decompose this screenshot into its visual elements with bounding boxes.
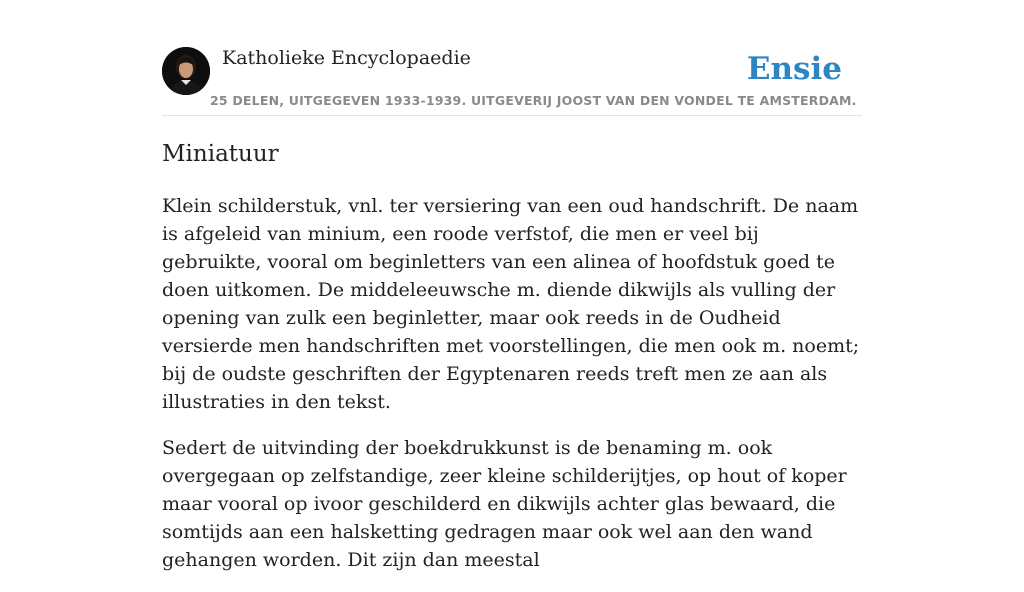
avatar[interactable] [162, 47, 210, 95]
publication-subtitle: 25 DELEN, UITGEGEVEN 1933-1939. UITGEVERIJ JOOST VAN DEN VONDEL TE AMSTERDAM. [210, 93, 857, 108]
entry-content [162, 138, 862, 592]
publication-title[interactable]: Katholieke Encyclopaedie [222, 47, 471, 69]
entry-title: Miniatuur [162, 141, 279, 167]
header-divider [162, 115, 862, 116]
brand-logo[interactable]: Ensie [746, 51, 842, 87]
publication-header [162, 44, 862, 116]
portrait-icon [162, 47, 210, 95]
entry-paragraph: Klein schilderstuk, vnl. ter versiering van een oud handschrift. De naam is afgeleid van minium, een roode verfstof, die men er veel bij gebruikte, vooral om beginletters van een alinea of hoofdstuk goed te doen uitkomen. De middeleeuwsche m. diende dikwijls als vulling der opening van zulk een beginletter, maar ook reeds in de Oudheid versierde men handschriften met voorstellingen, die men ook m. noemt; bij de oudste geschriften der Egyptenaren reeds treft men ze aan als illustraties in den tekst. [162, 195, 860, 413]
entry-paragraph: Sedert de uitvinding der boekdrukkunst is de benaming m. ook overgegaan op zelfstandige, zeer kleine schilderijtjes, op hout of koper maar vooral op ivoor geschilderd en dikwijls achter glas bewaard, die somtijds aan een halsketting gedragen maar ook wel aan den wand gehangen worden. Dit zijn dan meestal [162, 437, 847, 571]
